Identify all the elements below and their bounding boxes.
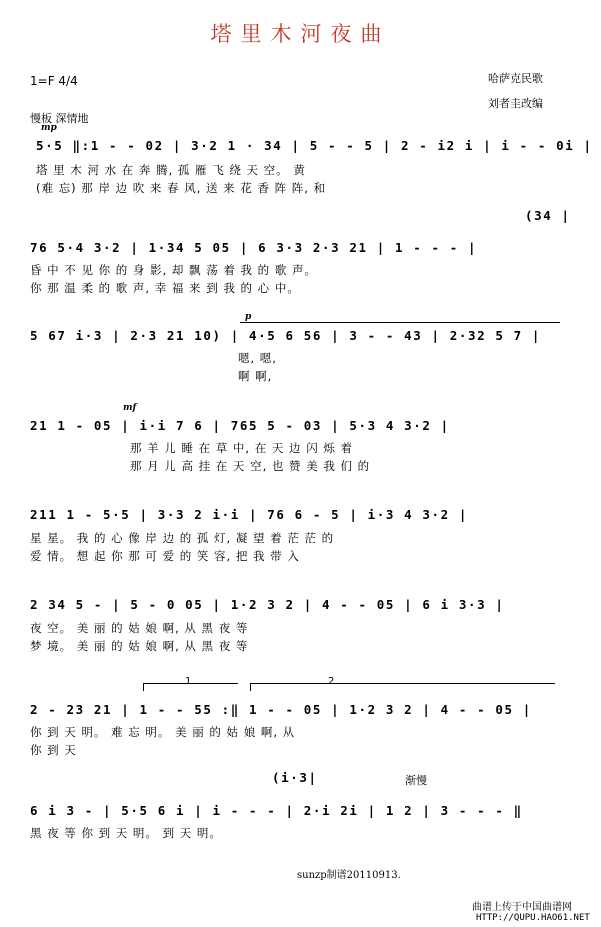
lyrics-line-1-verse-1: 塔 里 木 河 水 在 奔 腾, 孤 雁 飞 绕 天 空。 黄 <box>36 163 306 177</box>
lyrics-line-6-verse-1: 夜 空。 美 丽 的 姑 娘 啊, 从 黑 夜 等 <box>30 621 249 635</box>
lyrics-line-6-verse-2: 梦 境。 美 丽 的 姑 娘 啊, 从 黑 夜 等 <box>30 639 249 653</box>
key-signature: 1=F 4/4 <box>30 74 78 88</box>
notes-line-8: 6 i 3 - | 5·5 6 i | i - - - | 2·i 2i | 1 2 | 3 - - - ‖ <box>30 803 523 818</box>
song-arranger: 刘者圭改编 <box>488 97 543 110</box>
lyrics-line-1-verse-2: (难 忘) 那 岸 边 吹 来 春 风, 送 来 花 香 阵 阵, 和 <box>36 181 327 195</box>
volta-2-bracket <box>250 683 555 684</box>
lyrics-line-2-verse-1: 昏 中 不 见 你 的 身 影, 却 飘 荡 着 我 的 歌 声。 <box>30 263 317 277</box>
notes-line-6: 2 34 5 - | 5 - 0 05 | 1·2 3 2 | 4 - - 05 | 6 i 3·3 | <box>30 597 505 612</box>
transcriber-credit: sunzp制谱20110913. <box>297 870 401 881</box>
lyrics-line-5-verse-1: 星 星。 我 的 心 像 岸 边 的 孤 灯, 凝 望 着 茫 茫 的 <box>30 531 335 545</box>
footer-site-name: 曲谱上传于中国曲谱网 <box>472 902 572 913</box>
lyrics-line-3-verse-1: 嗯, 嗯, <box>238 351 277 365</box>
ritardando-marking: 渐慢 <box>405 774 427 787</box>
pickup-line-2: (34 | <box>525 208 571 223</box>
notes-line-1: 5·5 ‖:1 - - 02 | 3·2 1 · 34 | 5 - - 5 | 2 - i2 i | i - - 0i | <box>36 138 593 153</box>
lyrics-line-8-verse-1: 黑 夜 等 你 到 天 明。 到 天 明。 <box>30 826 222 840</box>
lyrics-line-4-verse-2: 那 月 儿 高 挂 在 天 空, 也 赞 美 我 们 的 <box>130 459 371 473</box>
notes-line-7: 2 - 23 21 | 1 - - 55 :‖ 1 - - 05 | 1·2 3 2 | 4 - - 05 | <box>30 702 532 717</box>
notes-line-4: 21 1 - 05 | i·i 7 6 | 765 5 - 03 | 5·3 4 3·2 | <box>30 418 450 433</box>
lyrics-line-2-verse-2: 你 那 温 柔 的 歌 声, 幸 福 来 到 我 的 心 中。 <box>30 281 300 295</box>
lyrics-line-7-verse-1: 你 到 天 明。 难 忘 明。 美 丽 的 姑 娘 啊, 从 <box>30 725 296 739</box>
dynamic-mf: mf <box>123 403 137 413</box>
page-title: 塔里木河夜曲 <box>210 22 391 46</box>
dynamic-p: p <box>245 312 252 322</box>
lyrics-line-5-verse-2: 爱 情。 想 起 你 那 可 爱 的 笑 容, 把 我 带 入 <box>30 549 300 563</box>
tempo-marking: 慢板 深情地 <box>30 112 89 125</box>
lyrics-line-3-verse-2: 啊 啊, <box>238 369 273 383</box>
song-source: 哈萨克民歌 <box>488 72 543 85</box>
dynamic-mp: mp <box>41 123 57 133</box>
pickup-line-8: (i·3| <box>272 770 318 785</box>
volta-1-label: 1 <box>185 676 192 687</box>
lyrics-line-7-verse-2: 你 到 天 <box>30 743 77 757</box>
notes-line-5: 211 1 - 5·5 | 3·3 2 i·i | 76 6 - 5 | i·3 4 3·2 | <box>30 507 469 522</box>
notes-line-3: 5 67 i·3 | 2·3 21 10) | 4·5 6 56 | 3 - - 43 | 2·32 5 7 | <box>30 328 542 343</box>
notes-line-2: 76 5·4 3·2 | 1·34 5 05 | 6 3·3 2·3 21 | 1 - - - | <box>30 240 478 255</box>
lyrics-line-4-verse-1: 那 羊 儿 睡 在 草 中, 在 天 边 闪 烁 着 <box>130 441 354 455</box>
footer-site-url: HTTP://QUPU.HAO61.NET <box>476 913 590 923</box>
volta-2-label: 2 <box>328 676 335 687</box>
